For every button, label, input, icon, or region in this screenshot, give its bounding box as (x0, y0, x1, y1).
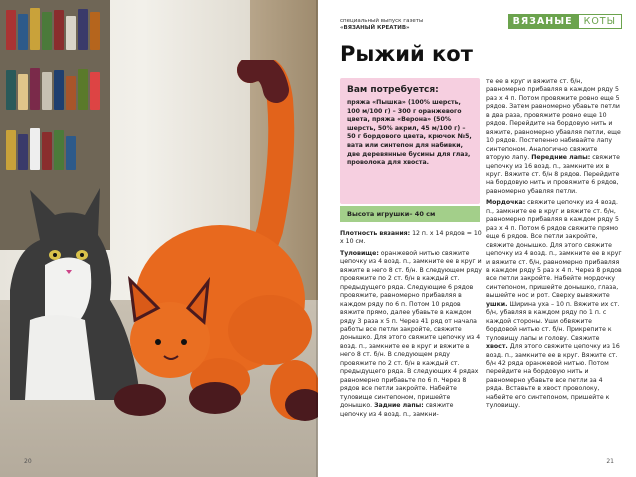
book (78, 69, 88, 110)
materials-heading: Вам потребуется: (347, 85, 439, 95)
text-column-2 (486, 78, 622, 462)
article-title: Рыжий кот (340, 42, 473, 66)
book (54, 130, 64, 170)
book (30, 128, 40, 170)
materials-box (340, 78, 480, 204)
right-page-number: 21 (606, 458, 614, 465)
book (42, 12, 52, 50)
torso-paragraph: Туловище: оранжевой нитью свяжите цепочку из 4 возд. п., замкните ее в круг и вяжите в него 8 ст. б/н. В следующем ряду провяжите по 2 ст. б/н в каждый ст. предыдущего ряда. Следующие 6 рядов провяжите, равномерно прибавляя в каждом ряду по 6 п. Потом 10 рядов вяжите прямо, далее убавьте в каждом ряду 3 раза х 5 п. Через 41 ряд от начала работы все петли закройте, свяжите донышко. Для этого свяжите цепочку из 4 возд. п., замкните ее в круг и вяжите в него 8 ст. б/н. В следующем ряду провяжите по 2 ст. б/н в каждый ст. предыдущего ряда. В следующих 4 рядах равномерно прибавьте по 6 п. Через 8 рядов все петли закройте. Набейте туловище синтепоном, пришейте донышко. Задние лапы: свяжите цепочку из 4 возд. п., замкни- (340, 249, 482, 418)
book (6, 130, 16, 170)
issue-title: «ВЯЗАНЫЙ КРЕАТИВ» (340, 25, 410, 31)
book (66, 16, 76, 50)
book (54, 10, 64, 50)
text-column-1 (340, 230, 482, 452)
book (66, 76, 76, 110)
book (30, 68, 40, 110)
book (90, 12, 100, 50)
book (18, 134, 28, 170)
book (18, 14, 28, 50)
issue-line: специальный выпуск газеты (340, 18, 424, 24)
tag-cats: КОТЫ (578, 14, 622, 29)
book (42, 132, 52, 170)
book (6, 10, 16, 50)
article-page (318, 0, 636, 477)
density-paragraph: Плотность вязания: 12 п. х 14 рядов = 10 х 10 см. (340, 230, 482, 246)
book (66, 136, 76, 170)
book (30, 8, 40, 50)
left-page-number: 20 (24, 458, 32, 465)
materials-text: пряжа «Пышка» (100% шерсть, 100 м/100 г) – 300 г оранжевого цвета, пряжа «Верона» (50% шерсть, 50% акрил, 45 м/100 г) – 50 г бордового цвета, крючок №5, вата или синтепон для набивки, две деревянные бусины для глаз, проволока для хвоста. (347, 99, 472, 167)
tag-knitted: ВЯЗАНЫЕ (508, 14, 578, 29)
crochet-orange-cat (100, 60, 318, 440)
book (42, 72, 52, 110)
hind-legs-continued: те ее в круг и вяжите ст. б/н, равномерно прибавляя в каждом ряду 5 раз х 4 п. Потом провяжите ровно еще 5 рядов. Затем равномерно убавьте петли в два раза, провяжите ровно еще 10 рядов. Перейдите на бордовую нить и вяжите, равномерно убавляя петли, еще 10 рядов. Постепенно набивайте лапу синтепоном. Аналогично свяжите вторую лапу. Передние лапы: свяжите цепочку из 16 возд. п., замкните их в круг. Вяжите ст. б/н 8 рядов. Перейдите на бордовую нить и провяжите 6 рядов, равномерно убавляя петли. (486, 78, 621, 195)
book (6, 70, 16, 110)
muzzle-paragraph: Мордочка: свяжите цепочку из 4 возд. п., замкните ее в круг и вяжите ст. б/н, равномерно прибавляя в каждом ряду 5 раз х 4 п. Потом 6 рядов свяжите прямо еще 6 рядов. Все петли закройте, свяжите донышко. Для этого свяжите цепочку из 4 возд. п., замкните ее в круг и вяжите ст. б/н, равномерно прибавляя в каждом ряду 5 раз х 4 п. Через 8 рядов все петли закройте. Набейте мордочку синтепоном, пришейте донышко, глаза, вышейте нос и рот. Сверху вывяжите ушки. Ширина уха – 10 п. Вяжите их ст. б/н, убавляя в каждом ряду по 1 п. с каждой стороны. Уши обвяжите бордовой нитью ст. б/н. Прикрепите к туловищу лапы и голову. Свяжите хвост. Для этого свяжите цепочку из 16 возд. п., замкните ее в круг. Вяжите ст. б/н 42 ряда оранжевой нитью. Потом перейдите на бордовую нить и равномерно убавьте все петли за 4 ряда. Вставьте в хвост проволоку, набейте его синтепоном, пришейте к туловищу. (486, 199, 622, 410)
issue-header (340, 18, 423, 32)
book (78, 9, 88, 50)
height-box: Высота игрушки– 40 см (340, 206, 480, 222)
section-tags (508, 14, 622, 29)
book (18, 74, 28, 110)
book (90, 72, 100, 110)
book (54, 70, 64, 110)
